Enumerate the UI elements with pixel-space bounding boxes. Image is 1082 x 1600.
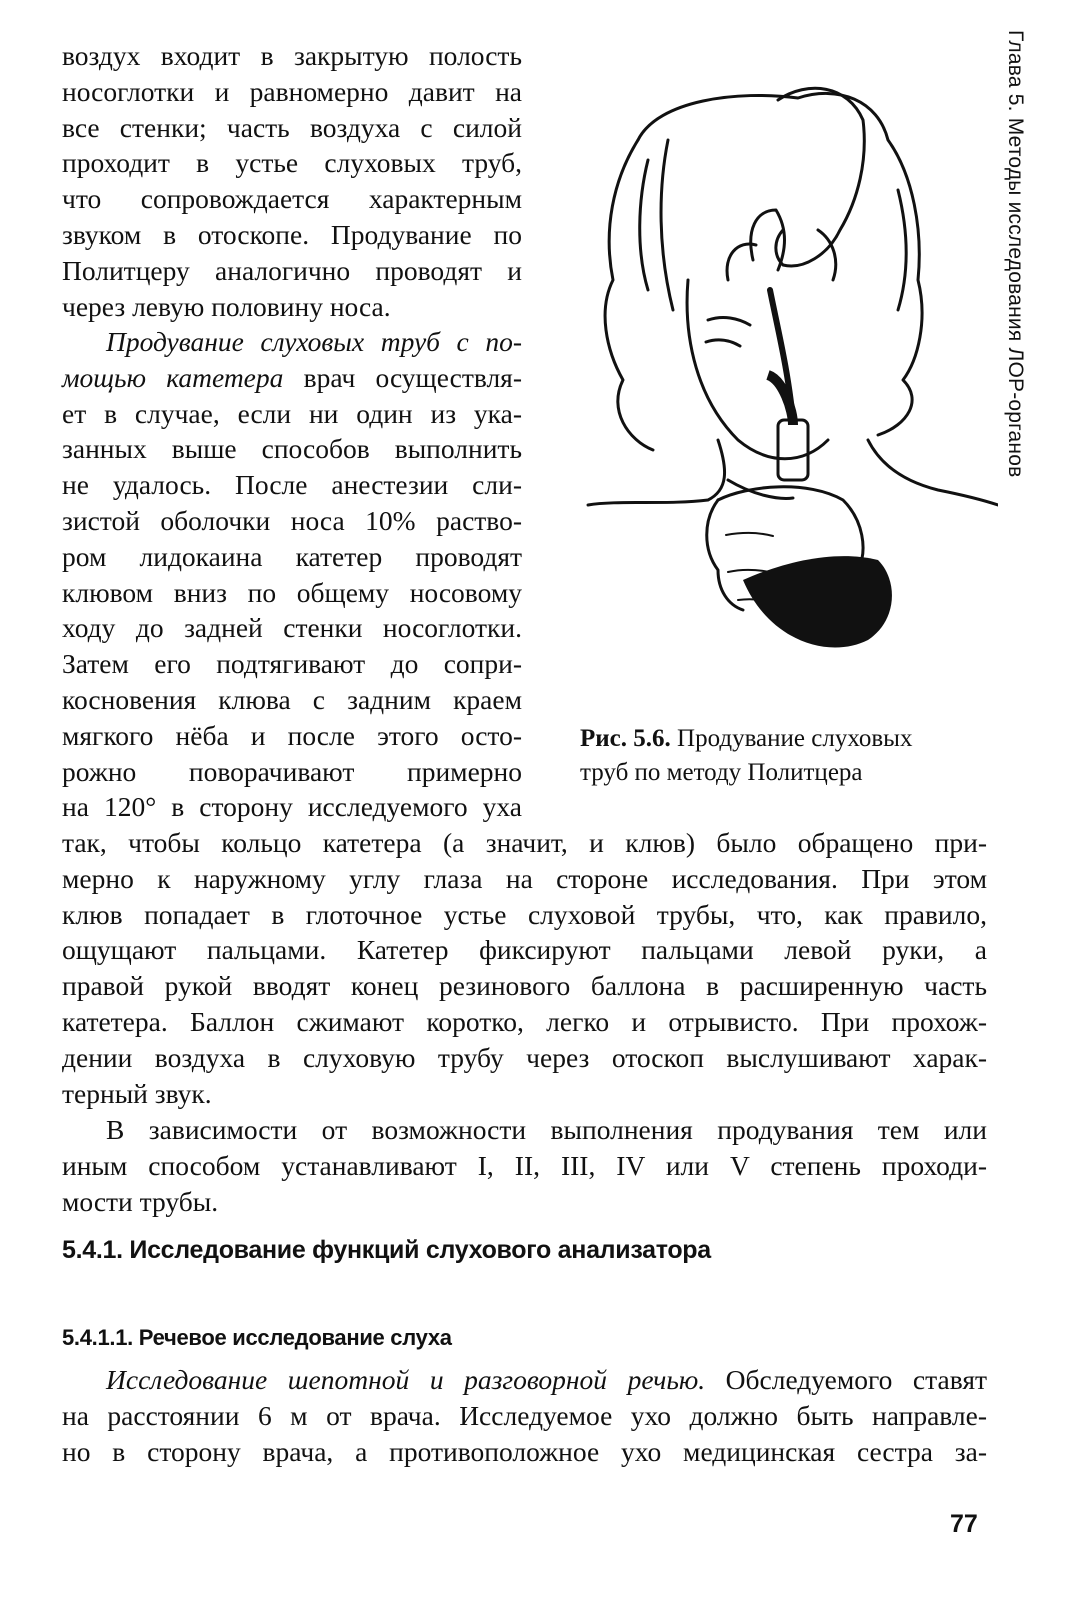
text-line: носоглотки и равномерно давит на: [62, 75, 522, 107]
text-line: воздух входит в закрытую полость: [62, 40, 522, 71]
text-line: но в сторону врача, а противоположное ухо медицинская сестра за-: [62, 1435, 987, 1467]
subsection-heading: 5.4.1.1. Речевое исследование слуха: [62, 1325, 452, 1350]
paragraph-speech-test: [62, 1362, 987, 1469]
text-line: через левую половину носа.: [62, 290, 391, 322]
caption-text: Продувание слуховых: [670, 725, 913, 752]
italic-lead: Продувание слуховых труб с по-: [106, 326, 522, 357]
section-heading: 5.4.1. Исследование функций слухового анализатора: [62, 1236, 711, 1264]
text-line: на 120° в сторону исследуемого уха: [62, 791, 522, 823]
text-line: звуком в отоскопе. Продувание по: [62, 218, 522, 250]
italic-lead: Исследование шепотной и разговорной речью.: [106, 1364, 706, 1395]
hand-on-nose: [776, 88, 864, 266]
text-line: рожно поворачивают примерно: [62, 755, 522, 787]
page-number: 77: [950, 1510, 978, 1538]
caption-text-line2: труб по методу Политцера: [580, 759, 863, 786]
neck-shoulders: [588, 440, 725, 505]
text-line: Затем его подтягивают до сопри-: [62, 648, 522, 680]
text-line: занных выше способов выполнить: [62, 433, 522, 465]
italic-lead-cont: мощью катетера: [62, 361, 284, 393]
text-line: на расстоянии 6 м от врача. Исследуемое ухо должно быть направле-: [62, 1399, 987, 1431]
text-line: ощущают пальцами. Катетер фиксируют пальцами левой руки, а: [62, 934, 987, 966]
text-line: ром лидокаина катетер проводят: [62, 540, 522, 572]
text-line: косновения клюва с задним краем: [62, 683, 522, 715]
paragraph-catheter-full-width: [62, 825, 987, 1111]
text-line: клювом вниз по общему носовому: [62, 576, 522, 608]
text-line: терный звук.: [62, 1077, 212, 1109]
figure-caption: [580, 722, 1000, 790]
text-line: мости трубы.: [62, 1185, 219, 1217]
text-line: проходит в устье слуховых труб,: [62, 147, 522, 179]
text-line: так, чтобы кольцо катетера (а значит, и клюв) было обращено при-: [62, 827, 987, 858]
text-line: ходу до задней стенки носоглотки.: [62, 612, 522, 644]
text-line: зистой оболочки носа 10% раство-: [62, 504, 522, 536]
rubber-bulb: [743, 556, 892, 647]
text-line: иным способом устанавливают I, II, III, IV или V степень проходи-: [62, 1149, 987, 1181]
text-line: ет в случае, если ни один из ука-: [62, 397, 522, 429]
text-line: правой рукой вводят конец резинового баллона в расширенную часть: [62, 970, 987, 1002]
paragraph-patency-degree: [62, 1112, 987, 1219]
paragraph-catheter: [62, 324, 522, 825]
running-head: Глава 5. Методы исследования ЛОР-органов: [1004, 30, 1027, 478]
text-line: катетера. Баллон сжимают коротко, легко и отрывисто. При прохож-: [62, 1005, 987, 1037]
text-line: мерно к наружному углу глаза на стороне исследования. При этом: [62, 862, 987, 894]
text-run: Обследуемого ставят: [705, 1364, 987, 1395]
text-line: все стенки; часть воздуха с силой: [62, 111, 522, 143]
text-line: не удалось. После анестезии сли-: [62, 469, 522, 501]
politzer-drawing: [578, 80, 998, 680]
caption-label: Рис. 5.6.: [580, 725, 671, 752]
figure-politzer-illustration: [578, 80, 998, 680]
text-line: Политцеру аналогично проводят и: [62, 254, 522, 286]
text-run: врач осуществля-: [283, 361, 522, 393]
text-line: что сопровождается характерным: [62, 183, 522, 215]
paragraph-insufflation-continued: [62, 38, 522, 324]
text-line: мягкого нёба и после этого осто-: [62, 719, 522, 751]
text-line: клюв попадает в глоточное устье слуховой трубы, что, как правило,: [62, 898, 987, 930]
text-line: дении воздуха в слуховую трубу через отоскоп выслушивают харак-: [62, 1041, 987, 1073]
text-line: В зависимости от возможности выполнения продувания тем или: [106, 1114, 987, 1145]
